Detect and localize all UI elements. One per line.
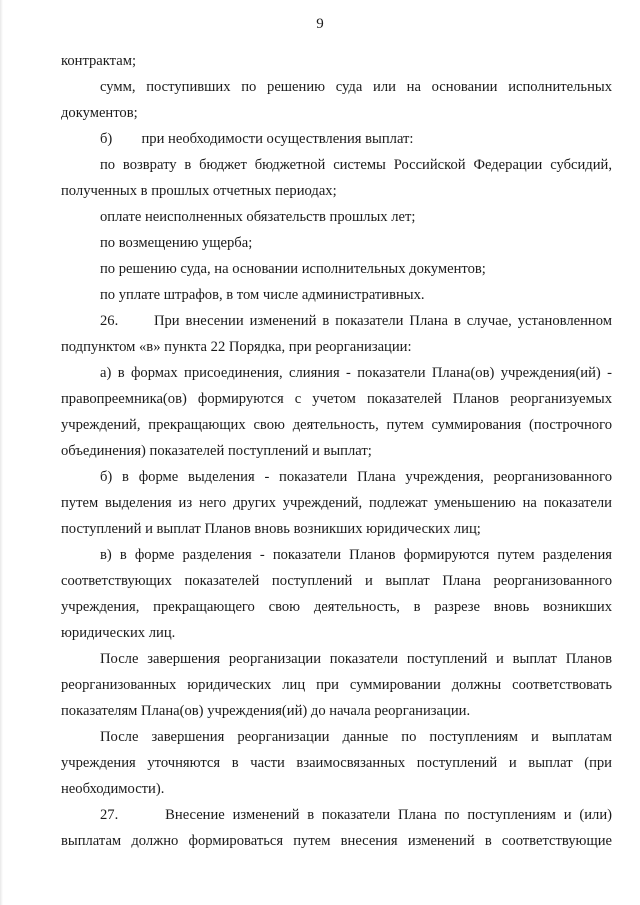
text-line: подпунктом «в» пункта 22 Порядка, при реорганизации: [61,339,412,355]
text-line: После завершения реорганизации показатели поступлений и выплат Планов [100,651,612,667]
text-line: б) при необходимости осуществления выплат: [100,131,414,147]
text-line: учреждения, прекращающего свою деятельность, в разрезе вновь возникших [61,599,612,615]
text-line: поступлений и выплат Планов вновь возникших юридических лиц; [61,521,481,537]
text-line: путем выделения из него других учреждений, подлежат уменьшению на показатели [61,495,612,511]
text-line: документов; [61,105,138,121]
text-line: 27. Внесение изменений в показатели Плана по поступлениям и (или) [100,807,612,823]
text-line: После завершения реорганизации данные по поступлениям и выплатам [100,729,612,745]
scan-edge [0,0,3,905]
text-line: по возмещению ущерба; [100,235,253,251]
text-line: необходимости). [61,781,165,797]
text-line: правопреемника(ов) формируются с учетом показателей Планов реорганизуемых [61,391,612,407]
text-line: контрактам; [61,53,137,69]
text-line: а) в формах присоединения, слияния - показатели Плана(ов) учреждения(ий) - [100,365,612,381]
text-line: оплате неисполненных обязательств прошлых лет; [100,209,416,225]
text-line: полученных в прошлых отчетных периодах; [61,183,337,199]
text-line: показателям Плана(ов) учреждения(ий) до начала реорганизации. [61,703,471,719]
text-line: учреждения уточняются в части взаимосвязанных поступлений и выплат (при [61,755,612,771]
text-line: по возврату в бюджет бюджетной системы Российской Федерации субсидий, [100,157,612,173]
text-line: в) в форме разделения - показатели Планов формируются путем разделения [100,547,612,563]
text-line: 26. При внесении изменений в показатели Плана в случае, установленном [100,313,612,329]
text-line: учреждений, прекращающих свою деятельность, путем суммирования (построчного [61,417,612,433]
text-line: соответствующих показателей поступлений и выплат Плана реорганизованного [61,573,612,589]
text-line: по уплате штрафов, в том числе административных. [100,287,425,303]
text-line: юридических лиц. [61,625,176,641]
text-line: сумм, поступивших по решению суда или на основании исполнительных [100,79,612,95]
page-number: 9 [316,16,324,32]
text-line: б) в форме выделения - показатели Плана учреждения, реорганизованного [100,469,612,485]
text-line: по решению суда, на основании исполнительных документов; [100,261,486,277]
text-line: реорганизованных юридических лиц при суммировании должны соответствовать [61,677,612,693]
text-line: выплатам должно формироваться путем внесения изменений в соответствующие [61,833,612,849]
text-line: объединения) показателей поступлений и выплат; [61,443,372,459]
